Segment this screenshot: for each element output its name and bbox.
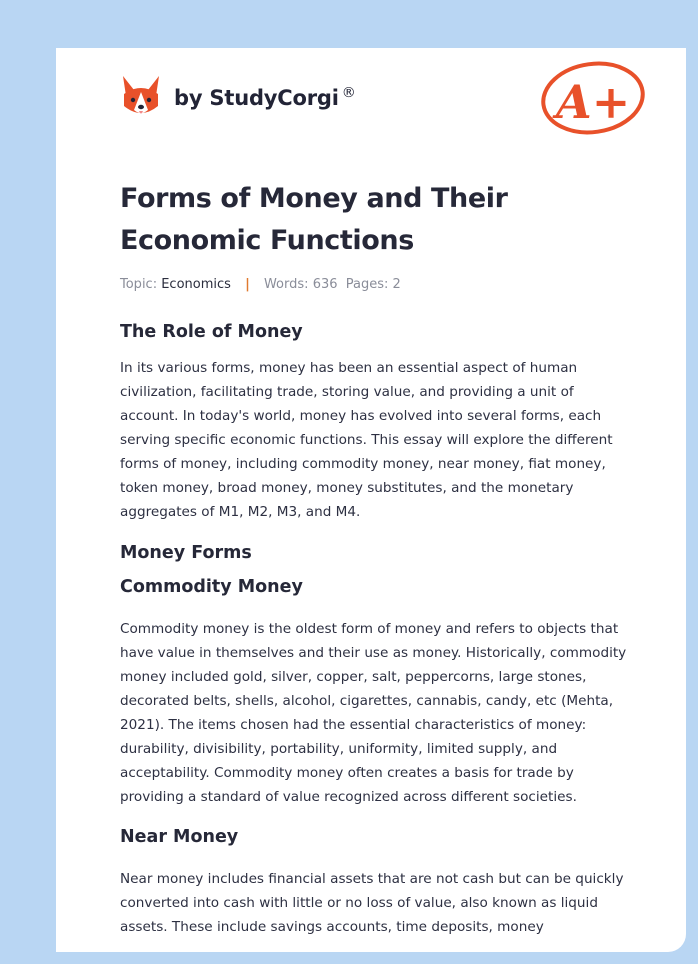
grade-text: A+ [556, 75, 631, 129]
section-heading-forms: Money Forms [120, 543, 252, 563]
page-title: Forms of Money and Their Economic Functions [120, 183, 508, 256]
section-body-role: In its various forms, money has been an essential aspect of human civilization, facilitating trade, storing value, and providing a unit of account. In today's world, money has evolved into several forms, each serving specific economic functions. This essay will explore the different forms of money, including commodity money, near money, fiat money, token money, broad money, money substitutes, and the monetary aggregates of M1, M2, M3, and M4. [120, 360, 613, 520]
words-value: 636 [312, 277, 338, 292]
topic-link[interactable]: Economics [161, 277, 231, 292]
brand-name [174, 85, 356, 110]
pages-value: 2 [392, 277, 401, 292]
a-plus-grade-icon [538, 58, 648, 140]
section-heading-role: The Role of Money [120, 322, 303, 342]
registered-mark: ® [341, 84, 356, 101]
topic-label: Topic: [120, 277, 158, 292]
subsection-body-commodity: Commodity money is the oldest form of money and refers to objects that have value in themselves and their use as money. Historically, commodity money included gold, silver, copper, salt, peppercorns, large stones, decorated belts, shells, alcohol, cigarettes, cannabis, candy, etc (Mehta, 2021). The items chosen had the essential characteristics of money: durability, divisibility, portability, uniformity, limited supply, and acceptability. Commodity money often creates a basis for trade by providing a standard of value recognized across different societies. [120, 621, 627, 805]
document-meta [120, 277, 632, 295]
document-page [56, 48, 686, 952]
brand-text: by StudyCorgi [174, 85, 339, 110]
subsection-body-near: Near money includes financial assets that are not cash but can be quickly converted into cash with little or no loss of value, also known as liquid assets. These include savings accounts, time deposits, money [120, 871, 624, 935]
subsection-heading-commodity: Commodity Money [120, 577, 303, 597]
subsection-heading-near: Near Money [120, 827, 239, 847]
words-label: Words: [263, 277, 309, 292]
brand-header[interactable] [120, 74, 356, 120]
corgi-logo-icon [120, 74, 162, 120]
article [120, 178, 632, 939]
pages-label: Pages: [345, 277, 389, 292]
meta-separator: | [245, 277, 250, 292]
